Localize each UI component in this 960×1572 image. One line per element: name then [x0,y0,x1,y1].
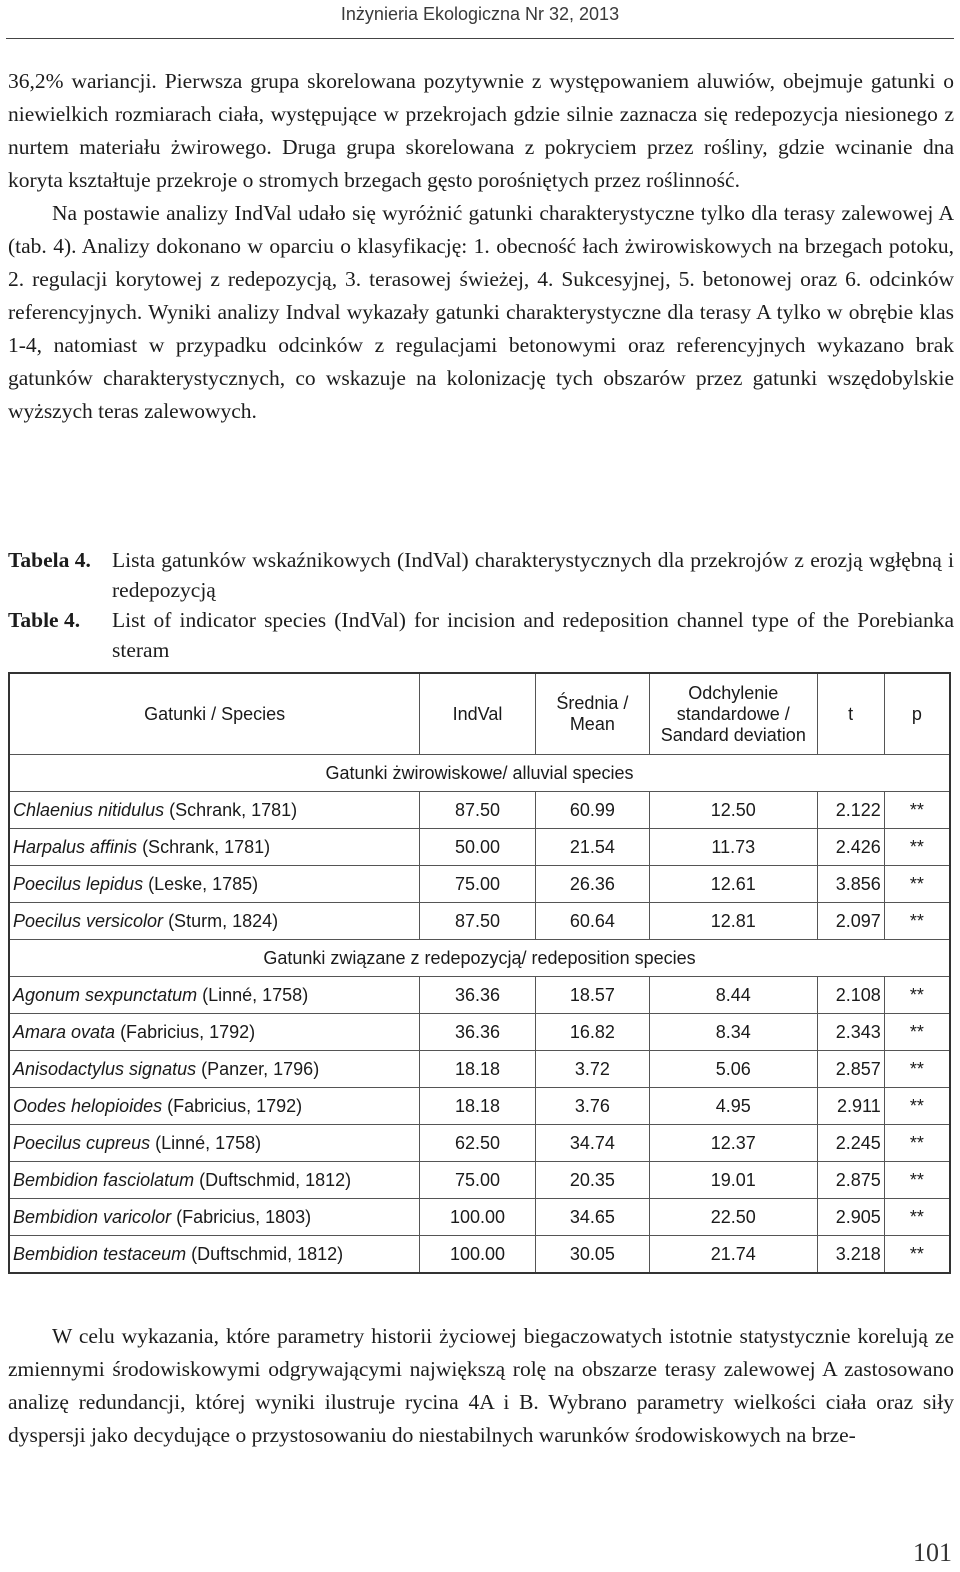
species-name: Poecilus lepidus [13,873,144,894]
sd-cell: 19.01 [650,1162,818,1199]
t-cell: 2.875 [817,1162,884,1199]
caption-text-pl: Lista gatunków wskaźnikowych (IndVal) charakterystycznych dla przekrojów z erozją wgłębną i redepozycją [112,548,954,602]
p-cell: ** [884,1199,950,1236]
t-cell: 3.856 [817,866,884,903]
paragraph-1: 36,2% wariancji. Pierwsza grupa skorelowana pozytywnie z występowaniem aluwiów, obejmuje gatunki o niewielkich rozmiarach ciała, występujące w przekrojach gdzie silnie zaznacza się redepozycja niesionego z nurtem materiału żwirowego. Druga grupa skorelowana z pokryciem przez rośliny, gdzie wcinanie dna koryta kształtuje przekroje o stromych brzegach gęsto porośniętych przez roślinność. [8,69,954,192]
mean-cell: 20.35 [535,1162,649,1199]
indval-cell: 36.36 [420,1014,535,1051]
caption-label-en: Table 4. [8,608,81,632]
species-author: (Fabricius, 1803) [171,1206,312,1227]
table-row [9,829,950,866]
species-cell [9,977,420,1014]
t-cell: 2.911 [817,1088,884,1125]
indval-cell: 18.18 [420,1051,535,1088]
header-mean [535,673,649,755]
sd-cell: 5.06 [650,1051,818,1088]
table-row [9,1051,950,1088]
caption-label-pl: Tabela 4. [8,548,91,572]
sd-cell: 11.73 [650,829,818,866]
table-row [9,1125,950,1162]
t-cell: 2.426 [817,829,884,866]
sd-cell: 8.44 [650,977,818,1014]
species-name: Chlaenius nitidulus [13,799,165,820]
mean-cell: 34.74 [535,1125,649,1162]
table-row [9,977,950,1014]
sd-cell: 8.34 [650,1014,818,1051]
species-name: Agonum sexpunctatum [13,984,198,1005]
table-row [9,1014,950,1051]
species-name: Bembidion fasciolatum [13,1169,195,1190]
mean-cell: 3.76 [535,1088,649,1125]
p-cell: ** [884,1051,950,1088]
species-cell [9,1199,420,1236]
species-cell [9,1125,420,1162]
species-cell [9,1162,420,1199]
sd-cell: 12.81 [650,903,818,940]
mean-cell: 3.72 [535,1051,649,1088]
p-cell: ** [884,1162,950,1199]
table-row [9,1199,950,1236]
table-row [9,903,950,940]
running-header: Inżynieria Ekologiczna Nr 32, 2013 [340,4,620,24]
table-header-row [9,673,950,755]
group-row [9,755,950,792]
caption-english [8,605,954,665]
p-cell: ** [884,866,950,903]
p-cell: ** [884,829,950,866]
page-number: 101 [913,1538,952,1567]
species-author: (Linné, 1758) [197,984,309,1005]
species-cell [9,1051,420,1088]
sd-cell: 21.74 [650,1236,818,1274]
species-cell [9,1236,420,1274]
header-sd-line3: Sandard deviation [660,724,806,745]
species-author: (Panzer, 1796) [196,1058,320,1079]
header-std-deviation [650,673,818,755]
mean-cell: 16.82 [535,1014,649,1051]
species-author: (Linné, 1758) [150,1132,262,1153]
header-indval: IndVal [420,673,535,755]
species-cell [9,829,420,866]
t-cell: 3.218 [817,1236,884,1274]
header-mean-line1: Średnia / [556,693,629,713]
species-author: (Schrank, 1781) [137,836,271,857]
p-cell: ** [884,1014,950,1051]
species-cell [9,903,420,940]
t-cell: 2.108 [817,977,884,1014]
species-name: Poecilus cupreus [13,1132,151,1153]
header-mean-line2: Mean [569,714,615,734]
indicator-species-table [8,672,951,1274]
mean-cell: 26.36 [535,866,649,903]
mean-cell: 18.57 [535,977,649,1014]
species-name: Amara ovata [13,1021,116,1042]
species-author: (Fabricius, 1792) [162,1095,303,1116]
mean-cell: 21.54 [535,829,649,866]
species-name: Oodes helopioides [13,1095,163,1116]
species-cell [9,866,420,903]
sd-cell: 22.50 [650,1199,818,1236]
group-row [9,940,950,977]
table-caption [8,545,954,665]
header-t: t [817,673,884,755]
body-text-upper [8,65,954,428]
table-row [9,866,950,903]
indval-cell: 18.18 [420,1088,535,1125]
species-name: Poecilus versicolor [13,910,164,931]
species-name: Anisodactylus signatus [13,1058,197,1079]
sd-cell: 12.37 [650,1125,818,1162]
table-row [9,1162,950,1199]
t-cell: 2.905 [817,1199,884,1236]
indval-cell: 87.50 [420,792,535,829]
species-author: (Fabricius, 1792) [115,1021,256,1042]
indval-cell: 100.00 [420,1236,535,1274]
indval-cell: 75.00 [420,1162,535,1199]
caption-polish [8,545,954,605]
group-label-alluvial: Gatunki żwirowiskowe/ alluvial species [9,755,950,792]
indval-cell: 50.00 [420,829,535,866]
header-p: p [884,673,950,755]
sd-cell: 12.50 [650,792,818,829]
species-name: Bembidion varicolor [13,1206,172,1227]
species-author: (Sturm, 1824) [163,910,279,931]
t-cell: 2.245 [817,1125,884,1162]
p-cell: ** [884,1125,950,1162]
header-sd-line1: Odchylenie [688,682,779,703]
indval-cell: 100.00 [420,1199,535,1236]
group-label-redeposition: Gatunki związane z redepozycją/ redeposition species [9,940,950,977]
caption-text-en: List of indicator species (IndVal) for incision and redeposition channel type of the Porebianka steram [112,608,954,662]
table-row [9,1236,950,1274]
species-name: Bembidion testaceum [13,1243,187,1264]
mean-cell: 60.64 [535,903,649,940]
header-divider [6,38,954,39]
indval-cell: 36.36 [420,977,535,1014]
species-cell [9,1014,420,1051]
paragraph-3: W celu wykazania, które parametry historii życiowej biegaczowatych istotnie statystycznie korelują ze zmiennymi środowiskowymi odgrywającymi największą rolę na obszarze terasy zalewowej A zastosowano analizę redundancji, której wyniki ilustruje rycina 4A i B. Wybrano parametry wielkości ciała oraz siły dyspersji jako decydujące o przystosowaniu do niestabilnych warunków środowiskowych na brze- [8,1324,954,1447]
p-cell: ** [884,1236,950,1274]
p-cell: ** [884,903,950,940]
species-author: (Duftschmid, 1812) [186,1243,344,1264]
indval-cell: 75.00 [420,866,535,903]
mean-cell: 34.65 [535,1199,649,1236]
t-cell: 2.857 [817,1051,884,1088]
table-row [9,792,950,829]
paragraph-2: Na postawie analizy IndVal udało się wyróżnić gatunki charakterystyczne tylko dla terasy zalewowej A (tab. 4). Analizy dokonano w oparciu o klasyfikację: 1. obecność łach żwirowiskowych na brzegach potoku, 2. regulacji korytowej z redepozycją, 3. terasowej świeżej, 4. Sukcesyjnej, 5. betonowej oraz 6. odcinków referencyjnych. Wyniki analizy Indval wykazały gatunki charakterystyczne dla terasy A tylko w obrębie klas 1-4, natomiast w przypadku odcinków z regulacjami betonowymi oraz referencyjnych wykazano brak gatunków charakterystycznych, co wskazuje na kolonizację tych obszarów przez gatunki wszędobylskie wyższych teras zalewowych. [8,201,954,423]
mean-cell: 30.05 [535,1236,649,1274]
header-sd-line2: standardowe / [676,703,790,724]
body-text-lower [8,1320,954,1452]
t-cell: 2.343 [817,1014,884,1051]
p-cell: ** [884,792,950,829]
species-name: Harpalus affinis [13,836,138,857]
sd-cell: 12.61 [650,866,818,903]
table-row [9,1088,950,1125]
species-author: (Leske, 1785) [143,873,259,894]
species-author: (Duftschmid, 1812) [194,1169,352,1190]
species-author: (Schrank, 1781) [164,799,298,820]
p-cell: ** [884,1088,950,1125]
mean-cell: 60.99 [535,792,649,829]
t-cell: 2.097 [817,903,884,940]
species-cell [9,792,420,829]
header-species: Gatunki / Species [9,673,420,755]
t-cell: 2.122 [817,792,884,829]
indval-cell: 62.50 [420,1125,535,1162]
p-cell: ** [884,977,950,1014]
indval-cell: 87.50 [420,903,535,940]
species-cell [9,1088,420,1125]
sd-cell: 4.95 [650,1088,818,1125]
